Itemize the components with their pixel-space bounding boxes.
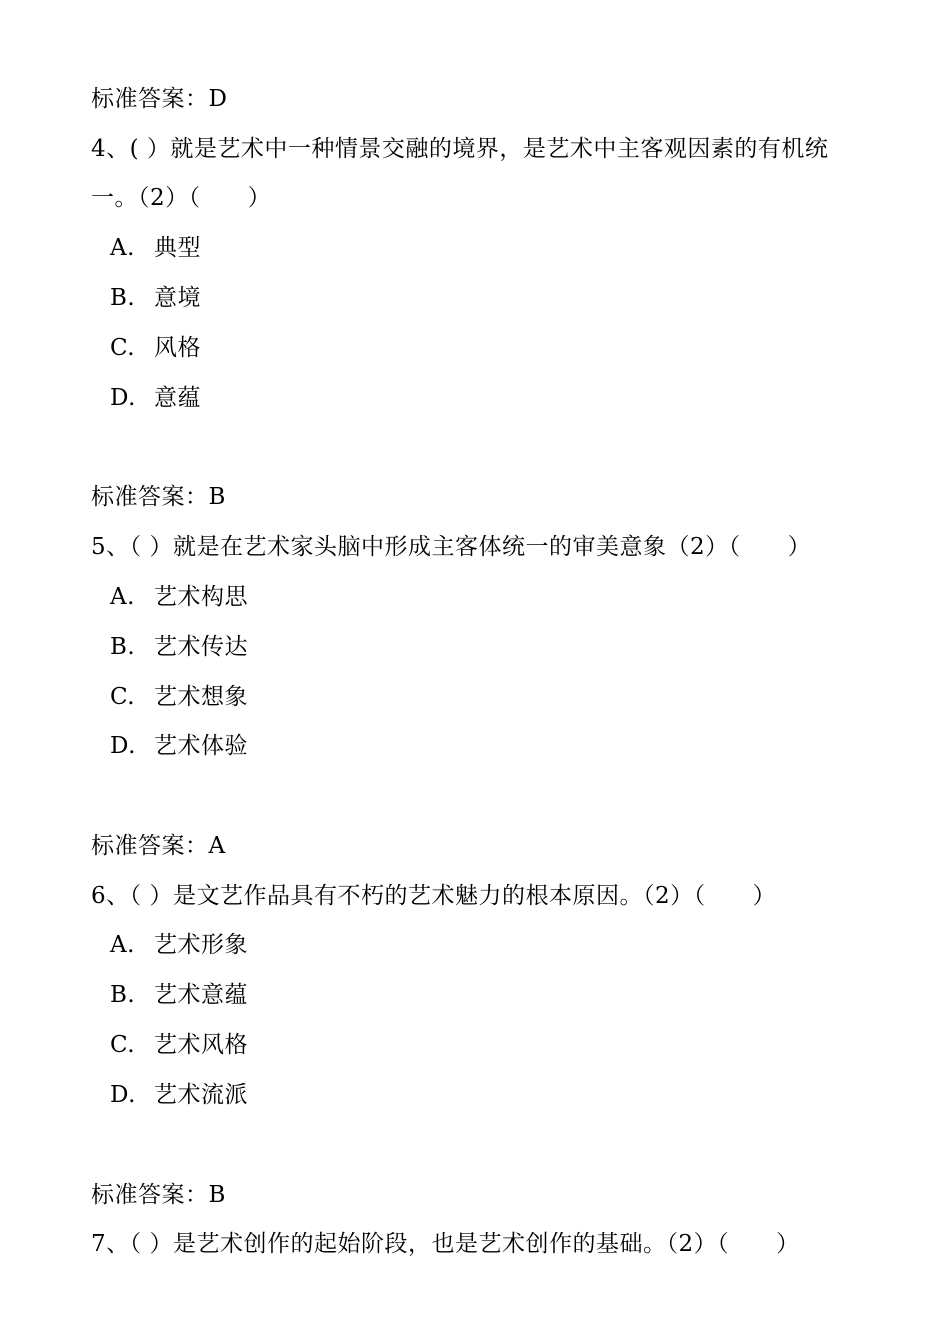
option-text: 艺术构思 — [154, 584, 248, 610]
option-d — [110, 383, 201, 413]
option-letter: D. — [110, 385, 136, 411]
question-4-line-1: 4、( ）就是艺术中一种情景交融的境界，是艺术中主客观因素的有机统 — [91, 136, 829, 162]
option-d — [110, 1080, 248, 1110]
option-letter: B. — [110, 634, 136, 660]
option-letter: C. — [110, 684, 136, 710]
option-letter: D. — [110, 733, 136, 759]
option-c — [110, 682, 248, 712]
option-a — [110, 930, 248, 960]
question-4-line-2: 一。（2）（ ） — [91, 185, 272, 211]
option-text: 艺术风格 — [154, 1032, 248, 1058]
option-b — [110, 980, 248, 1010]
option-letter: C. — [110, 335, 136, 361]
question-7-line-1: 7、（ ）是艺术创作的起始阶段，也是艺术创作的基础。（2）（ ） — [91, 1231, 800, 1257]
option-letter: B. — [110, 285, 136, 311]
option-text: 意境 — [154, 285, 201, 311]
question-6-line-1: 6、（ ）是文艺作品具有不朽的艺术魅力的根本原因。（2）（ ） — [91, 883, 777, 909]
option-c — [110, 333, 201, 363]
option-text: 意蕴 — [154, 385, 201, 411]
option-letter: A. — [110, 584, 135, 610]
option-letter: C. — [110, 1032, 136, 1058]
option-letter: A. — [110, 932, 135, 958]
question-5-line-1: 5、（ ）就是在艺术家头脑中形成主客体统一的审美意象（2）（ ） — [91, 534, 812, 560]
option-text: 典型 — [154, 235, 201, 261]
option-text: 艺术流派 — [154, 1082, 248, 1108]
option-text: 艺术传达 — [154, 634, 248, 660]
option-text: 风格 — [154, 335, 201, 361]
option-b — [110, 283, 201, 313]
answer-line: 标准答案：B — [91, 484, 226, 510]
option-c — [110, 1030, 248, 1060]
option-letter: A. — [110, 235, 135, 261]
option-text: 艺术形象 — [154, 932, 248, 958]
option-a — [110, 233, 201, 263]
option-text: 艺术体验 — [154, 733, 248, 759]
option-text: 艺术意蕴 — [154, 982, 248, 1008]
option-text: 艺术想象 — [154, 684, 248, 710]
option-d — [110, 731, 248, 761]
option-b — [110, 632, 248, 662]
answer-line: 标准答案：D — [91, 86, 228, 112]
answer-line: 标准答案：A — [91, 833, 226, 859]
option-a — [110, 582, 248, 612]
option-letter: D. — [110, 1082, 136, 1108]
option-letter: B. — [110, 982, 136, 1008]
answer-line: 标准答案：B — [91, 1182, 226, 1208]
